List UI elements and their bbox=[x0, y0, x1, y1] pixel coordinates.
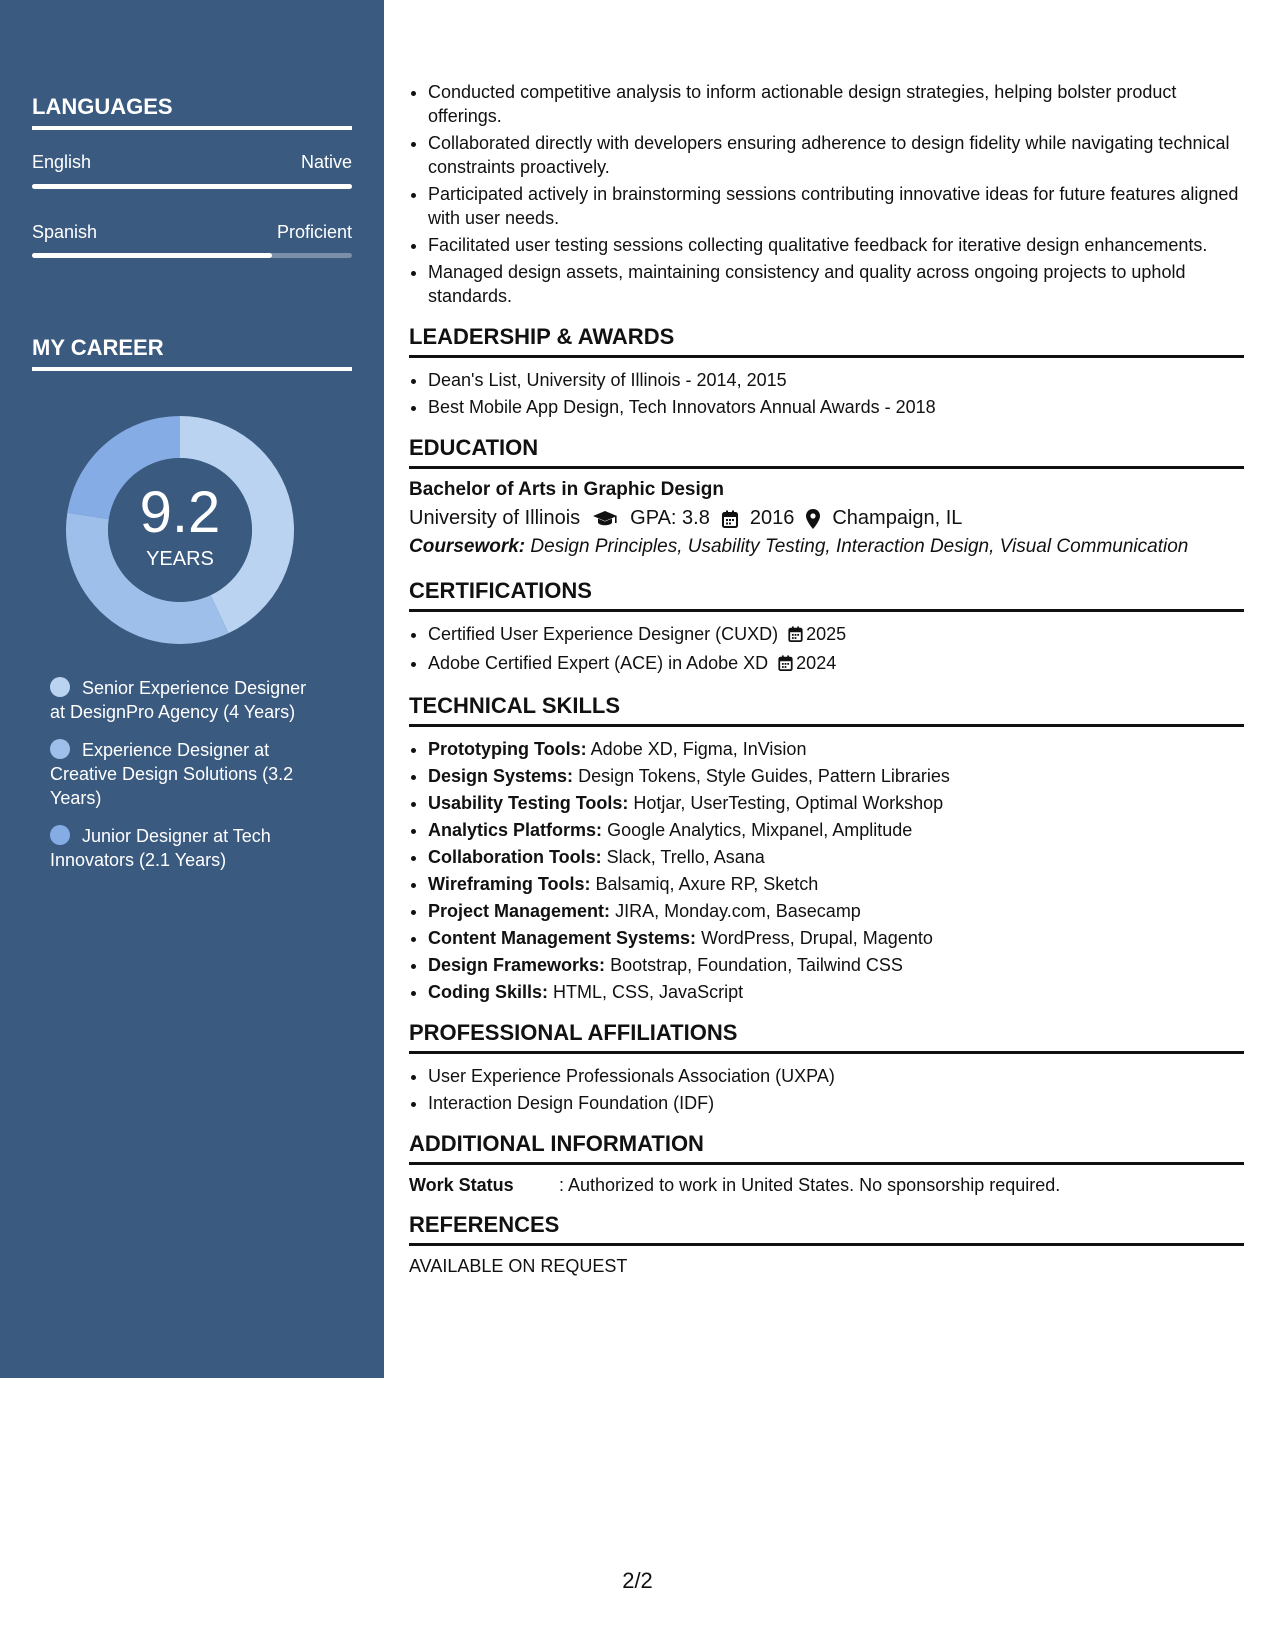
language-bar-spanish bbox=[32, 253, 352, 258]
experience-bullets bbox=[409, 80, 1244, 308]
education-school: University of Illinois bbox=[409, 507, 581, 529]
education-location: Champaign, IL bbox=[832, 507, 963, 529]
language-bar-english bbox=[32, 184, 352, 189]
skill-label: Wireframing Tools: bbox=[428, 874, 591, 894]
skill-value: Hotjar, UserTesting, Optimal Workshop bbox=[633, 793, 944, 813]
skill-label: Prototyping Tools: bbox=[428, 739, 587, 759]
additional-heading: ADDITIONAL INFORMATION bbox=[409, 1131, 1244, 1165]
work-status-value: : Authorized to work in United States. No sponsorship required. bbox=[559, 1175, 1061, 1195]
career-total bbox=[66, 416, 294, 644]
coursework-label: Coursework: bbox=[409, 536, 526, 557]
skill-value: Design Tokens, Style Guides, Pattern Libraries bbox=[578, 766, 950, 786]
skill-value: JIRA, Monday.com, Basecamp bbox=[615, 901, 861, 921]
calendar-icon bbox=[778, 653, 793, 677]
skill-label: Coding Skills: bbox=[428, 982, 549, 1002]
career-heading: MY CAREER bbox=[32, 335, 352, 371]
career-total-value: 9.2 bbox=[139, 479, 221, 545]
skill-label: Collaboration Tools: bbox=[428, 847, 602, 867]
language-english bbox=[32, 152, 352, 173]
education-heading: EDUCATION bbox=[409, 435, 1244, 469]
career-dot-icon bbox=[50, 677, 70, 697]
skill-value: WordPress, Drupal, Magento bbox=[701, 928, 933, 948]
language-name: Spanish bbox=[32, 222, 98, 242]
certification-name: Adobe Certified Expert (ACE) in Adobe XD bbox=[428, 653, 769, 673]
experience-bullet: • Collaborated directly with developers ensuring adherence to design fidelity while navigating technical constraints proactively. bbox=[428, 131, 1244, 179]
skill-value: Slack, Trello, Asana bbox=[606, 847, 765, 867]
work-status-label: Work Status bbox=[409, 1175, 514, 1195]
skill-value: Balsamiq, Axure RP, Sketch bbox=[595, 874, 819, 894]
experience-bullet: • Conducted competitive analysis to inform actionable design strategies, helping bolster product offerings. bbox=[428, 80, 1244, 128]
language-bar-fill bbox=[32, 184, 352, 189]
graduation-cap-icon bbox=[592, 510, 618, 528]
education-degree: Bachelor of Arts in Graphic Design bbox=[409, 479, 724, 500]
career-dot-icon bbox=[50, 825, 70, 845]
skill-item bbox=[428, 737, 1244, 761]
skill-label: Content Management Systems: bbox=[428, 928, 697, 948]
certifications-list bbox=[409, 622, 1244, 677]
education-gpa: GPA: 3.8 bbox=[630, 507, 710, 529]
main-content bbox=[409, 80, 1244, 1277]
calendar-icon bbox=[788, 624, 803, 648]
certification-name: Certified User Experience Designer (CUXD) bbox=[428, 624, 779, 644]
languages-heading: LANGUAGES bbox=[32, 94, 352, 130]
skill-label: Project Management: bbox=[428, 901, 611, 921]
language-name: English bbox=[32, 152, 92, 172]
career-item-text: Junior Designer at Tech Innovators (2.1 Years) bbox=[50, 826, 271, 870]
affiliation-item: • Interaction Design Foundation (IDF) bbox=[428, 1091, 1244, 1115]
career-item bbox=[50, 824, 320, 872]
career-dot-icon bbox=[50, 739, 70, 759]
references-heading: REFERENCES bbox=[409, 1212, 1244, 1246]
skill-item bbox=[428, 926, 1244, 950]
skills-heading: TECHNICAL SKILLS bbox=[409, 693, 1244, 727]
experience-bullet: • Managed design assets, maintaining consistency and quality across ongoing projects to uphold standards. bbox=[428, 260, 1244, 308]
language-level: Proficient bbox=[276, 222, 352, 242]
skill-value: HTML, CSS, JavaScript bbox=[553, 982, 744, 1002]
skill-item bbox=[428, 899, 1244, 923]
skill-item bbox=[428, 791, 1244, 815]
coursework-text: Design Principles, Usability Testing, Interaction Design, Visual Communication bbox=[530, 536, 1189, 557]
leadership-item: • Dean's List, University of Illinois - 2014, 2015 bbox=[428, 368, 1244, 392]
career-item bbox=[50, 738, 320, 810]
career-item-text: Experience Designer at Creative Design Solutions (3.2 Years) bbox=[50, 740, 294, 808]
skill-item bbox=[428, 872, 1244, 896]
page-number: 2/2 bbox=[622, 1568, 653, 1593]
experience-bullet: • Facilitated user testing sessions collecting qualitative feedback for iterative design enhancements. bbox=[428, 233, 1244, 257]
certification-item bbox=[428, 651, 1244, 677]
education-year: 2016 bbox=[749, 507, 795, 529]
language-spanish bbox=[32, 222, 352, 243]
language-level: Native bbox=[300, 152, 352, 172]
skill-item bbox=[428, 764, 1244, 788]
sidebar bbox=[0, 0, 384, 1378]
certification-year: 2025 bbox=[806, 624, 847, 644]
career-item-text: Senior Experience Designer at DesignPro Agency (4 Years) bbox=[50, 678, 307, 722]
certification-item bbox=[428, 622, 1244, 648]
leadership-heading: LEADERSHIP & AWARDS bbox=[409, 324, 1244, 358]
skill-item bbox=[428, 845, 1244, 869]
skill-label: Analytics Platforms: bbox=[428, 820, 603, 840]
career-item bbox=[50, 676, 320, 724]
work-status-row bbox=[409, 1175, 1244, 1196]
certifications-heading: CERTIFICATIONS bbox=[409, 578, 1244, 612]
skill-label: Usability Testing Tools: bbox=[428, 793, 629, 813]
affiliations-list bbox=[409, 1064, 1244, 1115]
skills-list bbox=[409, 737, 1244, 1004]
location-pin-icon bbox=[806, 509, 820, 529]
leadership-list bbox=[409, 368, 1244, 419]
affiliation-item: • User Experience Professionals Association (UXPA) bbox=[428, 1064, 1244, 1088]
career-total-unit: YEARS bbox=[146, 547, 214, 570]
experience-bullet: • Participated actively in brainstorming sessions contributing innovative ideas for future features aligned with user needs. bbox=[428, 182, 1244, 230]
skill-label: Design Frameworks: bbox=[428, 955, 606, 975]
certification-year: 2024 bbox=[796, 653, 837, 673]
language-bar-fill bbox=[32, 253, 272, 258]
leadership-item: • Best Mobile App Design, Tech Innovators Annual Awards - 2018 bbox=[428, 395, 1244, 419]
skill-item bbox=[428, 953, 1244, 977]
affiliations-heading: PROFESSIONAL AFFILIATIONS bbox=[409, 1020, 1244, 1054]
skill-value: Bootstrap, Foundation, Tailwind CSS bbox=[610, 955, 903, 975]
education-coursework bbox=[409, 536, 1244, 558]
skill-item bbox=[428, 980, 1244, 1004]
career-list bbox=[50, 676, 320, 886]
skill-label: Design Systems: bbox=[428, 766, 574, 786]
calendar-icon bbox=[722, 510, 738, 528]
skill-value: Google Analytics, Mixpanel, Amplitude bbox=[607, 820, 913, 840]
education-details bbox=[409, 507, 1244, 530]
skill-item bbox=[428, 818, 1244, 842]
references-text: AVAILABLE ON REQUEST bbox=[409, 1256, 628, 1276]
skill-value: Adobe XD, Figma, InVision bbox=[590, 739, 807, 759]
